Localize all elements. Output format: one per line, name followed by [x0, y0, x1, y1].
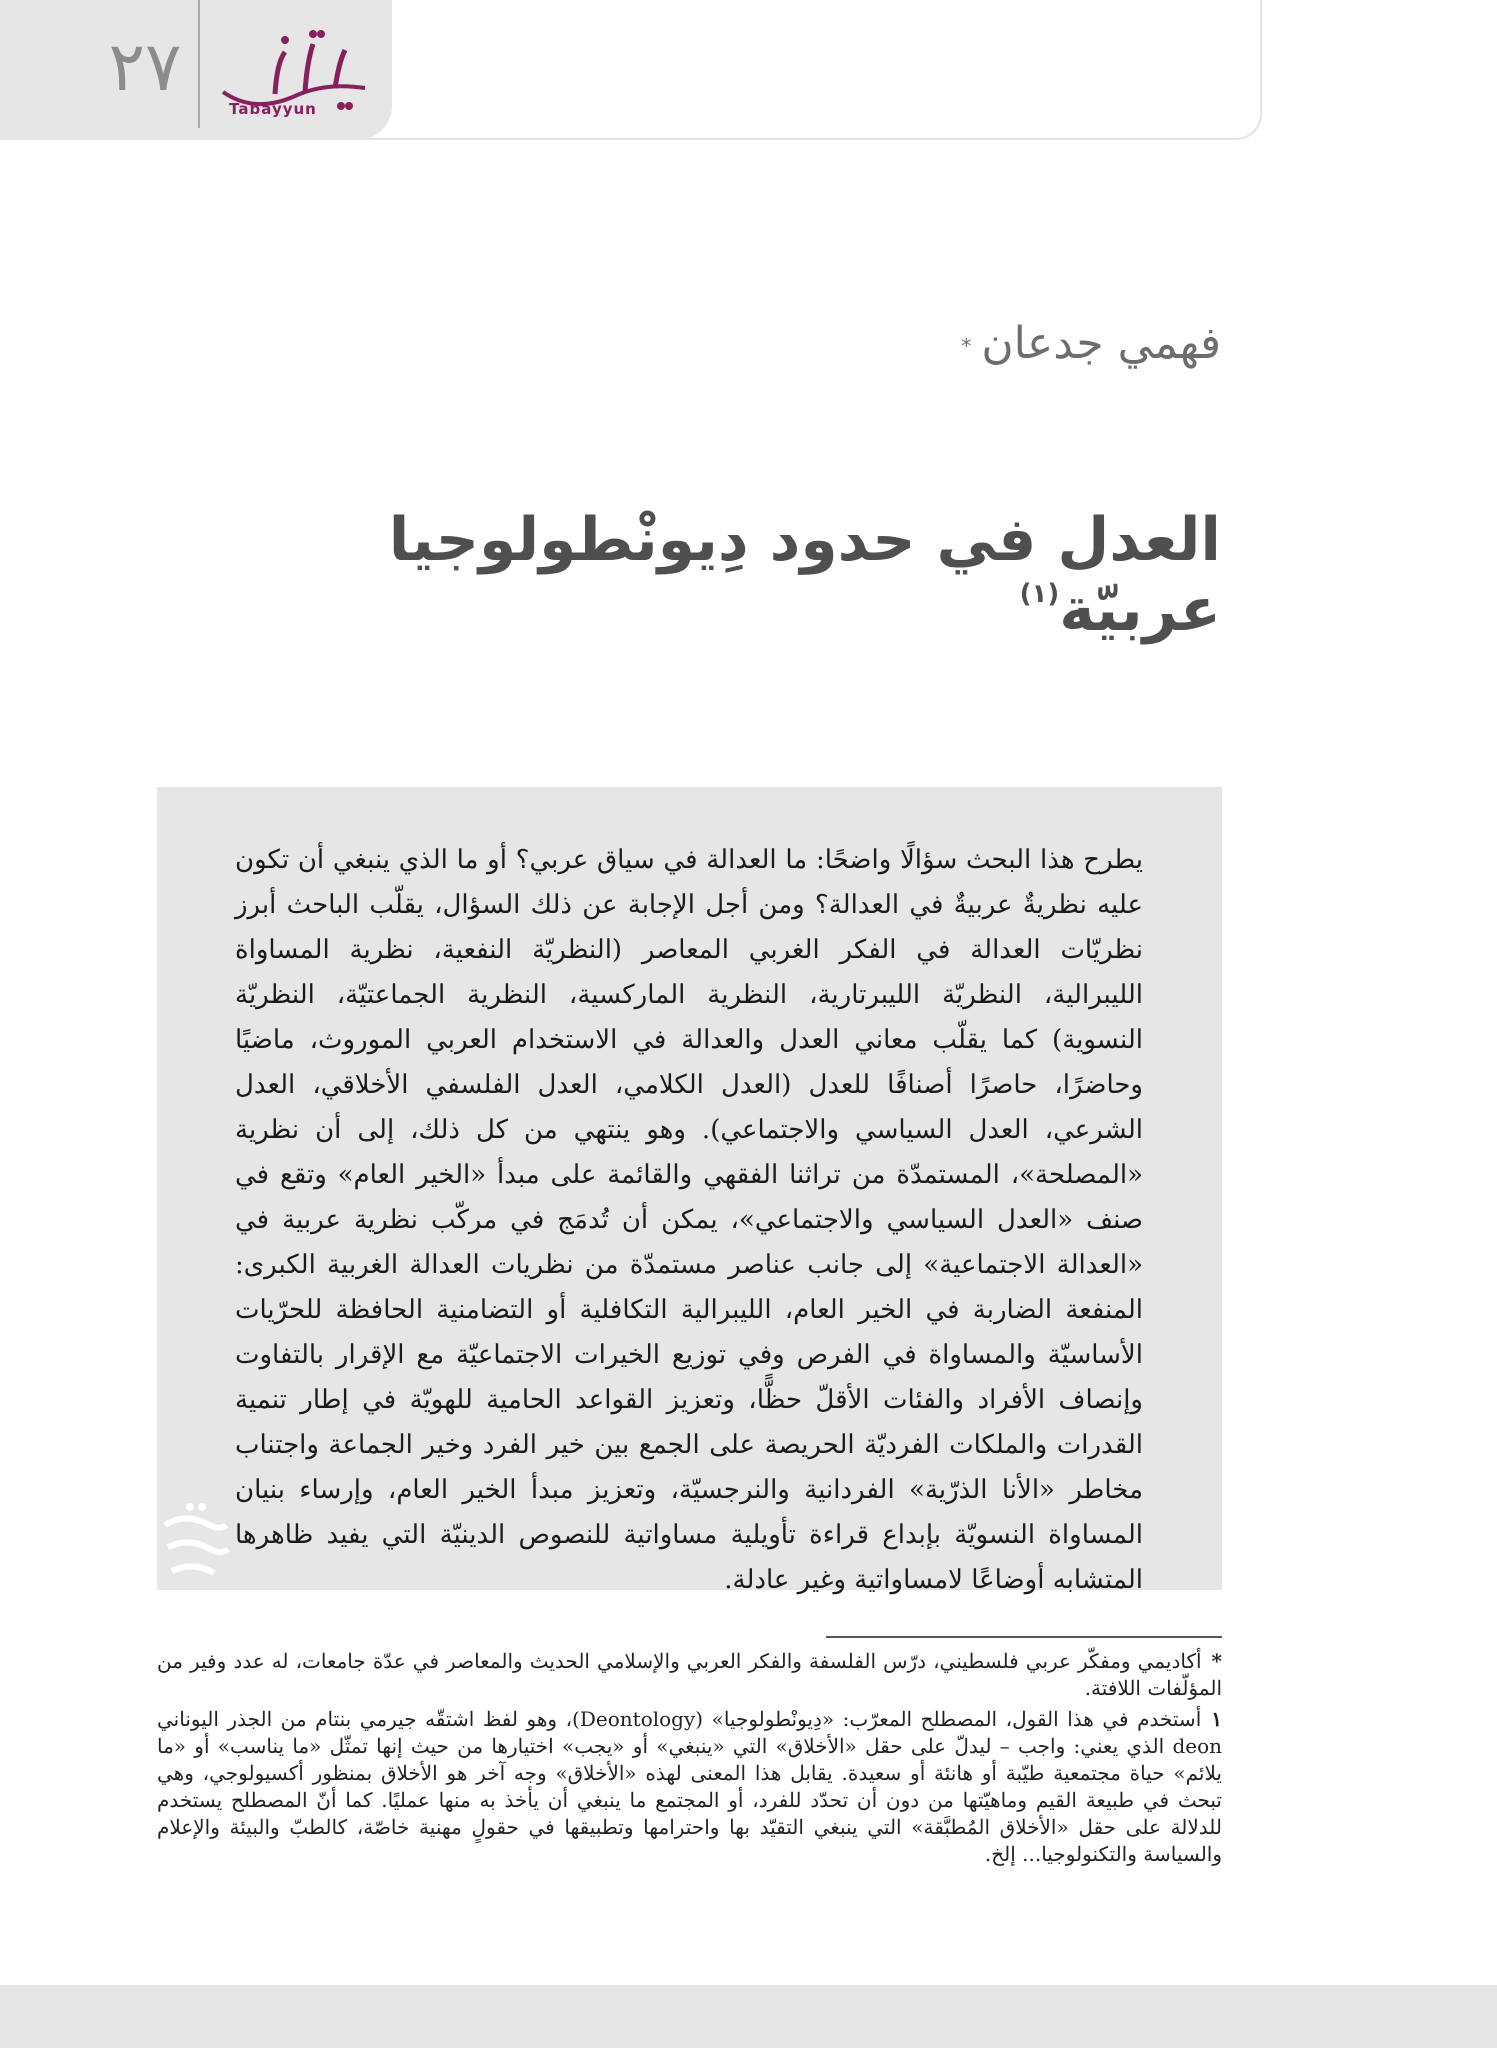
footnote-marker: *: [1211, 1649, 1222, 1673]
footnote-text: أستخدم في هذا القول، المصطلح المعرّب: «دِيونْطولوجيا» (Deontology)، وهو لفظ اشتقّه جيرمي بنتام من الجذر اليوناني deon الذي يعني: واجب – ليدلّ على حقل «الأخلاق» التي «ينبغي» أو «يجب» اختيارها من حيث إنها تمثّل «ما يناسب» أو «ما يلائم» حياة مجتمعية طيّبة أو هانئة أو سعيدة. يقابل هذا المعنى لهذه «الأخلاق» وجه آخر هو الأخلاق بمنظور أكسيولوجي، وهي تبحث في طبيعة القيم وماهيّتها من دون أن تحدّد للفرد، أو المجتمع ما ينبغي أن يأخذ به منها عمليًا. كما أنّ المصطلح يستخدم للدلالة على حقل «الأخلاق المُطبَّقة» التي ينبغي التقيّد بها واحترامها وتطبيقها في حقولٍ مهنية خاصّة، كالطبّ والبيئة والإعلام والسياسة والتكنولوجيا... إلخ.: [157, 1707, 1222, 1866]
title-footnote-ref: (١): [1019, 579, 1060, 609]
footnote-marker: ١: [1211, 1707, 1222, 1731]
footnote-item: [157, 1648, 1222, 1702]
footnote-divider: [826, 1636, 1222, 1638]
watermark-logo-icon: [160, 1495, 230, 1585]
page-number: ٢٧: [108, 28, 182, 107]
article-title-text: العدل في حدود دِيونْطولوجيا عربيّة: [388, 505, 1221, 645]
logo-wordmark: Tabayyun: [229, 100, 317, 118]
header-divider: [198, 0, 200, 128]
page-header-tab: [0, 0, 392, 140]
page-footer-band: [0, 1985, 1497, 2048]
author-footnote-marker: *: [961, 334, 972, 358]
abstract-text: يطرح هذا البحث سؤالًا واضحًا: ما العدالة في سياق عربي؟ أو ما الذي ينبغي أن تكون عليه نظريةٌ عربيةٌ في العدالة؟ ومن أجل الإجابة عن ذلك السؤال، يقلّب الباحث أبرز نظريّات العدالة في الفكر الغربي المعاصر (النظريّة النفعية، نظرية المساواة الليبرالية، النظريّة الليبرتارية، النظرية الماركسية، النظرية الجماعتيّة، النظريّة النسوية) كما يقلّب معاني العدل والعدالة في الاستخدام العربي الموروث، ماضيًا وحاضرًا، حاصرًا أصنافًا للعدل (العدل الكلامي، العدل الفلسفي الأخلاقي، العدل الشرعي، العدل السياسي والاجتماعي). وهو ينتهي من كل ذلك، إلى أن نظرية «المصلحة»، المستمدّة من تراثنا الفقهي والقائمة على مبدأ «الخير العام» وتقع في صنف «العدل السياسي والاجتماعي»، يمكن أن تُدمَج في مركّب نظرية عربية في «العدالة الاجتماعية» إلى جانب عناصر مستمدّة من نظريات العدالة الغربية الكبرى: المنفعة الضاربة في الخير العام، الليبرالية التكافلية أو التضامنية الحافظة للحرّيات الأساسيّة والمساواة في الفرص وفي توزيع الخيرات الاجتماعيّة مع الإقرار بالتفاوت وإنصاف الأفراد والفئات الأقلّ حظًّا، وتعزيز القواعد الحامية للهويّة في إطار تنمية القدرات والملكات الفرديّة الحريصة على الجمع بين خير الفرد وخير الجماعة واجتناب مخاطر «الأنا الذرّية» الفردانية والنرجسيّة، وتعزيز مبدأ الخير العام، وإرساء بنيان المساواة النسويّة بإبداع قراءة تأويلية مساواتية للنصوص الدينيّة التي يفيد ظاهرها المتشابه أوضاعًا لامساواتية وغير عادلة.: [235, 845, 1143, 1595]
author-name: [621, 318, 1221, 369]
article-title: [221, 505, 1221, 645]
footnotes: [157, 1648, 1222, 1872]
author-text: فهمي جدعان: [981, 318, 1221, 369]
footnote-text: أكاديمي ومفكّر عربي فلسطيني، درّس الفلسفة والفكر العربي والإسلامي الحديث والمعاصر في عدّة جامعات، له عدد وفير من المؤلّفات اللافتة.: [157, 1649, 1222, 1700]
footnote-item: [157, 1706, 1222, 1868]
